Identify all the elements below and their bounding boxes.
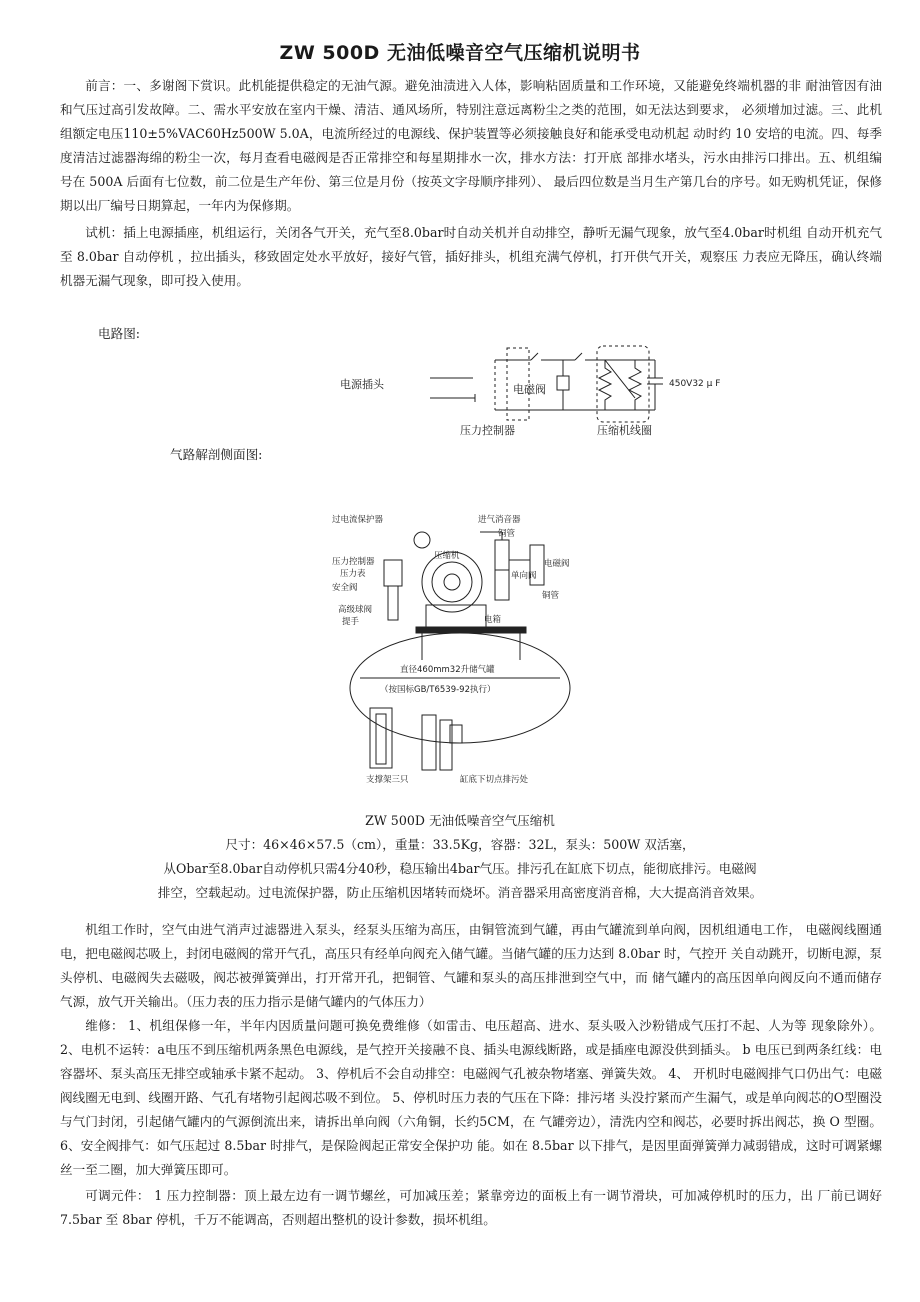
label-handle: 提手 <box>342 617 360 627</box>
label-compressor: 压缩机 <box>434 551 460 561</box>
label-drain: 缸底下切点排污处 <box>460 775 529 785</box>
spec-line-1: 尺寸：46×46×57.5（cm），重量：33.5Kg，容器：32L，泵头：500W 双活塞， <box>225 837 695 852</box>
operation-paragraph: 机组工作时，空气由进气消声过滤器进入泵头，经泵头压缩为高压，由铜管流到气罐，再由气罐流到单向阀，因机组通电工作， 电磁阀线圈通电，把电磁阀芯吸上，封闭电磁阀的常开气孔，高压只有经单向阀充入储气罐。当储气罐的压力达到 8.0bar 时，气控开 关自动跳开，切断电源，泵头停机、电磁阀失去磁吸，阀芯被弹簧弹出，打开常开孔，把铜管、气罐和泵头的高压排泄到空气中，而 储气罐内的高压因单向阀反向不通而储存气源，放气开关输出。（压力表的压力指示是储气罐内的气体压力） <box>60 922 882 1009</box>
label-coil: 压缩机线圈 <box>597 424 652 437</box>
label-support: 支撑架三只 <box>366 775 409 785</box>
airpath-diagram <box>330 510 590 790</box>
product-caption: ZW 500D 无油低噪音空气压缩机 <box>365 813 555 828</box>
label-solenoid: 电磁阀 <box>513 383 546 396</box>
label-pressure-ctrl: 压力控制器 <box>460 424 515 437</box>
spec-line-3: 排空，空载起动。过电流保护器，防止压缩机因堵转而烧坏。消音器采用高密度消音棉，大大提高消音效果。 <box>157 885 763 900</box>
airpath-heading: 气路解剖侧面图: <box>170 447 263 462</box>
label-overcurrent: 过电流保护器 <box>332 515 384 525</box>
label-pressure-ctrl-2: 压力控制器 <box>332 557 375 567</box>
label-copper-top: 铜管 <box>498 529 516 539</box>
label-ball-valve: 高级球阀 <box>338 605 373 615</box>
foreword-paragraph: 前言：一、多谢阁下赏识。此机能提供稳定的无油气源。避免油渍进入人体，影响粘固质量和工作环境，又能避免终端机器的非 耐油管因有油和气压过高引发故障。二、需水平安放在室内干燥、清洁、通风场所，特别注意远离粉尘之类的范围，如无法达到要求， 必须增加过滤。三、此机组额定电压110±5%VAC60Hz500W 5.0A，电流所经过的电源线、保护装置等必须接触良好和能承受电动机起 动时约 10 安培的电流。四、每季度清洁过滤器海绵的粉尘一次，每月查看电磁阀是否正常排空和每星期排水一次，排水方法：打开底 部排水堵头，污水由排污口排出。五、机组编号在 500A 后面有七位数，前二位是生产年份、第三位是月份（按英文字母顺序排列）、 最后四位数是当月生产第几台的序号。如无购机凭证，保修期以出厂编号日期算起，一年内为保修期。 <box>60 78 882 213</box>
label-solenoid-2: 电磁阀 <box>544 559 570 569</box>
label-safety: 安全阀 <box>332 583 358 593</box>
label-copper-side: 铜管 <box>542 591 560 601</box>
label-capacitor: 450V32 μ F <box>669 379 721 389</box>
maintenance-paragraph: 维修： 1、机组保修一年，半年内因质量问题可换免费维修（如雷击、电压超高、进水、泵头吸入沙粉错成气压打不起、人为等 现象除外）。2、电机不运转：a电压不到压缩机两条黑色电源线，是气控开关接融不良、插头电源线断路，或是插座电源没供到插头。 b 电压已到两条红线：电容器坏、泵头高压无排空或轴承卡紧不起动。 3、停机后不会自动排空：电磁阀气孔被杂物堵塞、弹簧失效。 4、 开机时电磁阀排气口仍出气：电磁阀线圈无电到、线圈开路、气孔有堵物引起阀芯吸不到位。 5、停机时压力表的气压在下降：排污堵 头没拧紧而产生漏气，或是单向阀芯的O型圈没与气门封闭，引起储气罐内的气源倒流出来，请拆出单向阀（六角铜，长约5CM，在 气罐旁边），清洗内空和阀芯，必要时拆出阀芯，换 O 型圈。 6、安全阀排气：如气压起过 8.5bar 时排气，是保险阀起正常安全保护功 能。如在 8.5bar 以下排气，是因里面弹簧弹力减弱错成，这时可调紧螺丝一至二圈，加大弹簧压即可。 <box>60 1018 882 1177</box>
label-tank-size: 直径460mm32升储气罐 <box>400 665 495 675</box>
label-plug: 电源插头 <box>340 378 384 391</box>
label-check-valve: 单向阀 <box>511 571 537 581</box>
circuit-diagram <box>335 338 721 438</box>
label-base: 电箱 <box>484 615 502 625</box>
label-muffler: 进气消音器 <box>478 515 521 525</box>
label-gauge: 压力表 <box>340 569 366 579</box>
spec-line-2: 从Obar至8.0bar自动停机只需4分40秒，稳压输出4bar气压。排污孔在缸底下切点，能彻底排污。电磁阀 <box>163 861 757 876</box>
trial-paragraph: 试机：插上电源插座，机组运行，关闭各气开关，充气至8.0bar时自动关机并自动排空，静听无漏气现象，放气至4.0bar时机组 自动开机充气至 8.0bar 自动停机 ，拉出插头，移致固定处水平放好，接好气管，插好排头，机组充满气停机，打开供气开关，观察压 力表应无降压，确认终端机器无漏气现象，即可投入使用。 <box>60 225 882 288</box>
label-standard: （按国标GB/T6539-92执行） <box>380 685 496 695</box>
page-title: ZW 500D 无油低噪音空气压缩机说明书 <box>279 42 641 64</box>
circuit-heading: 电路图: <box>98 326 141 341</box>
adjustable-paragraph: 可调元件： 1 压力控制器：顶上最左边有一调节螺丝，可加减压差；紧靠旁边的面板上有一调节滑块，可加减停机时的压力，出 厂前已调好 7.5bar 至 8bar 停机，千万不能调高，否则超出整机的设计参数，损坏机组。 <box>60 1188 882 1227</box>
